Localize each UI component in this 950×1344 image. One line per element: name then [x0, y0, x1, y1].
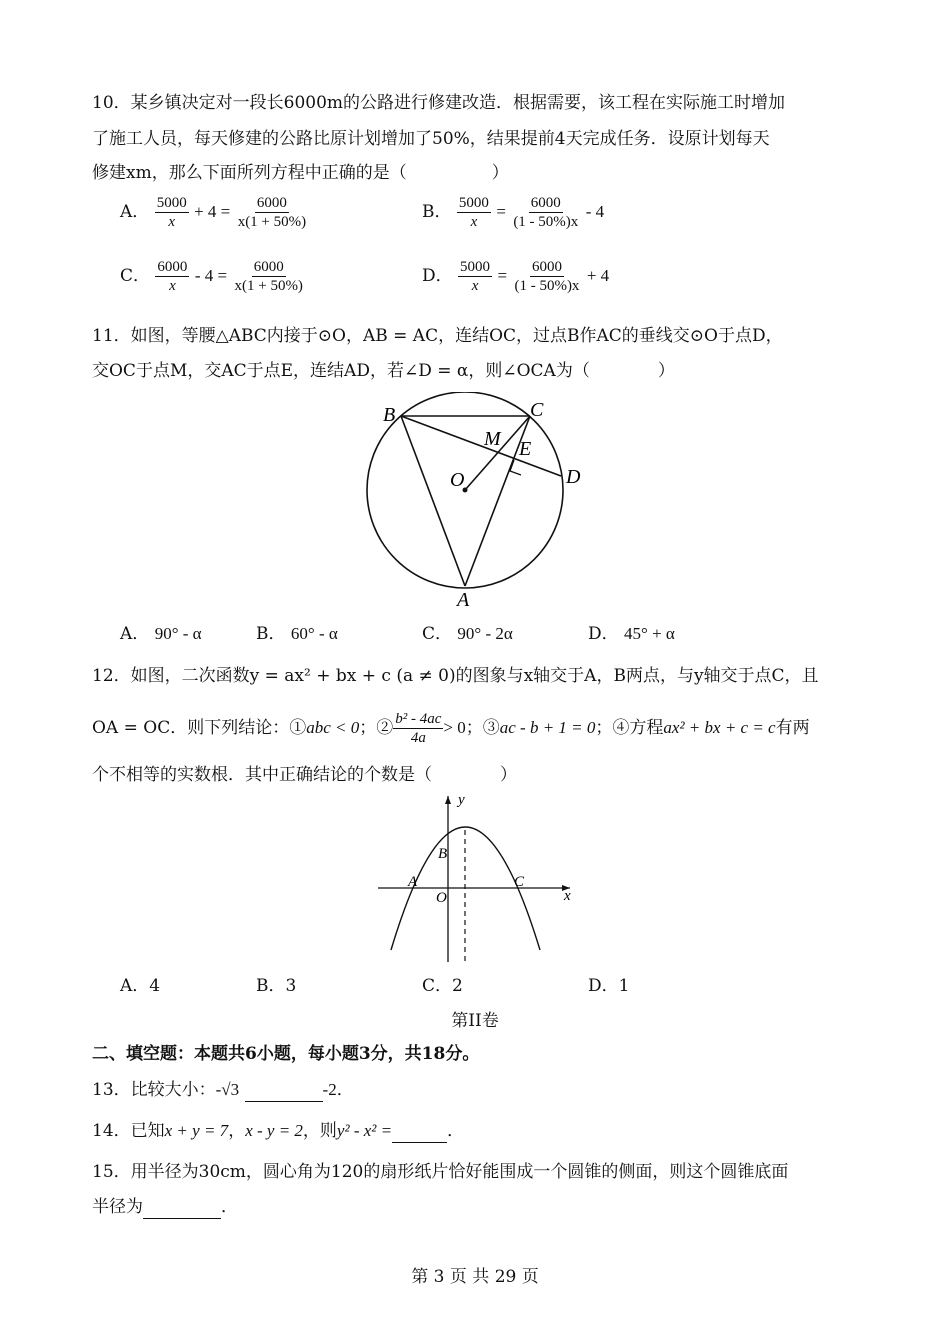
option-label: A． — [120, 202, 150, 222]
q15-line1: 15．用半径为30cm，圆心角为120的扇形纸片恰好能围成一个圆锥的侧面，则这个圆锥底面 — [92, 1162, 789, 1182]
q11-option-d[interactable]: D． 45° + α — [588, 624, 675, 644]
q12-line3: 个不相等的实数根．其中正确结论的个数是（ ） — [92, 765, 517, 785]
segment-bd — [401, 416, 561, 476]
parabola-figure — [372, 790, 582, 965]
option-label: D． — [422, 266, 453, 286]
q10-line2: 了施工人员，每天修建的公路比原计划增加了50%，结果提前4天完成任务．设原计划每天 — [92, 129, 770, 149]
label-e: E — [519, 438, 532, 460]
label-d: D — [566, 466, 581, 488]
q13-line: 13．比较大小：-√3 -2． — [92, 1080, 354, 1100]
q14-line: 14．已知x + y = 7，x - y = 2，则y² - x² = ． — [92, 1121, 465, 1141]
q11-option-b[interactable]: B． 60° - α — [256, 624, 338, 644]
label-a: A — [457, 589, 470, 611]
q12-line2: OA = OC．则下列结论：①abc < 0；② $\frac{\text{b² - 4ac}}{4a}$ > 0；③ac - b + 1 = 0；④方程ax² + bx + c = c有两 — [92, 711, 810, 746]
q11-option-a[interactable]: A． 90° - α — [120, 624, 202, 644]
q10-option-b[interactable]: B． $\frac{5000}{x}$ = $\frac{6000}{(1 - 50\%)x}$ - 4 — [422, 195, 605, 230]
label-c: C — [514, 874, 525, 890]
section-heading: 二、填空题：本题共6小题，每小题3分，共18分。 — [92, 1044, 480, 1064]
q15-line2: 半径为 ． — [92, 1197, 238, 1217]
q11-line2: 交OC于点M，交AC于点E，连结AD，若∠D = α，则∠OCA为（ ） — [92, 361, 675, 381]
label-c: C — [530, 399, 544, 421]
label-b: B — [438, 846, 448, 862]
label-o: O — [436, 890, 447, 906]
q12-option-d[interactable]: D．1 — [588, 976, 630, 996]
q10-option-c[interactable]: C． $\frac{6000}{x}$ - 4 = $\frac{6000}{x(1 + 50\%)}$ — [120, 259, 303, 294]
fraction: $\frac{6000}{x(1 + 50\%)}$ — [237, 195, 307, 230]
page-footer: 第 3 页 共 29 页 — [411, 1267, 539, 1287]
option-label: C． — [120, 266, 151, 286]
q12-option-b[interactable]: B．3 — [256, 976, 297, 996]
segment-ba — [401, 416, 465, 586]
y-axis-arrow — [445, 796, 451, 804]
fraction: $\frac{6000}{x}$ — [157, 259, 188, 294]
answer-blank[interactable] — [245, 1083, 323, 1102]
fraction: $\frac{6000}{(1 - 50\%)x}$ — [513, 195, 579, 230]
fraction: $\frac{5000}{x}$ — [156, 195, 187, 230]
fraction: $\frac{\text{b² - 4ac}}{4a}$ — [395, 711, 442, 746]
label-m: M — [484, 428, 501, 450]
option-label: B． — [422, 202, 452, 222]
q12-option-c[interactable]: C．2 — [422, 976, 463, 996]
q10-option-a[interactable]: A． $\frac{5000}{x}$ + 4 = $\frac{6000}{x(1 + 50\%)}$ — [120, 195, 307, 230]
answer-blank[interactable] — [392, 1124, 447, 1143]
fraction: $\frac{5000}{x}$ — [460, 259, 491, 294]
label-o: O — [450, 469, 465, 491]
fraction: $\frac{5000}{x}$ — [458, 195, 489, 230]
q12-option-a[interactable]: A．4 — [120, 976, 161, 996]
q10-option-d[interactable]: D． $\frac{5000}{x}$ = $\frac{6000}{(1 - 50\%)x}$ + 4 — [422, 259, 610, 294]
answer-blank[interactable] — [143, 1200, 221, 1219]
label-a: A — [408, 874, 418, 890]
q10-line3: 修建xm，那么下面所列方程中正确的是（ ） — [92, 163, 509, 183]
label-x: x — [564, 888, 571, 904]
circle-triangle-figure — [350, 392, 600, 612]
q10-line1: 10．某乡镇决定对一段长6000m的公路进行修建改造．根据需要，该工程在实际施工时增加 — [92, 93, 786, 113]
label-b: B — [383, 404, 396, 426]
q11-line1: 11．如图，等腰△ABC内接于⊙O，AB = AC，连结OC，过点B作AC的垂线交⊙O于点D， — [92, 326, 783, 346]
fraction: $\frac{6000}{x(1 + 50\%)}$ — [234, 259, 303, 294]
section-title: 第II卷 — [451, 1011, 499, 1031]
q12-line1: 12．如图，二次函数y = ax² + bx + c (a ≠ 0)的图象与x轴交于A，B两点，与y轴交于点C，且 — [92, 666, 819, 686]
q11-option-c[interactable]: C． 90° - 2α — [422, 624, 513, 644]
label-y: y — [458, 792, 465, 808]
fraction: $\frac{6000}{(1 - 50\%)x}$ — [514, 259, 580, 294]
